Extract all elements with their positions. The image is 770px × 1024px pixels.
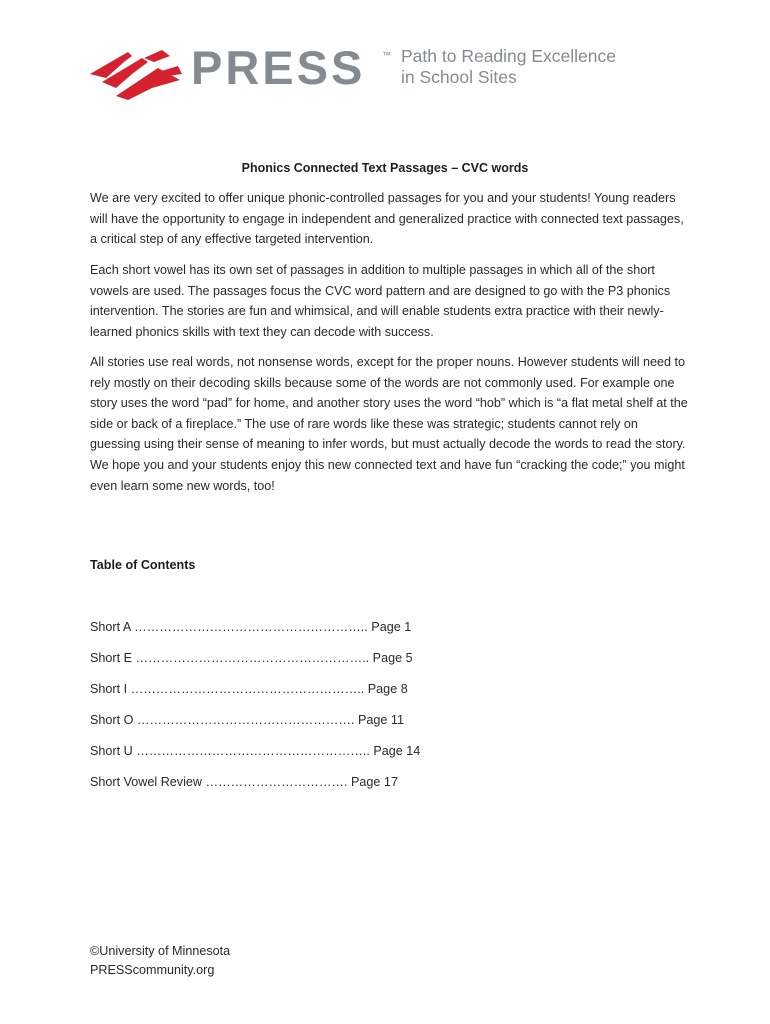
toc-item-short-vowel-review: Short Vowel Review ……………………………. Page 17 [90, 775, 398, 789]
website-text: PRESScommunity.org [90, 962, 215, 977]
toc-item-short-u: Short U ……………………………………………….. Page 14 [90, 744, 421, 758]
press-logo-header [88, 40, 688, 102]
press-birds-logo-icon [88, 44, 184, 100]
intro-paragraph: We are very excited to offer unique phonic-controlled passages for you and your students! Young readers will have the opportunity to engage in independent and generalized practice with connected text passages, a critical step of any effective targeted intervention. [90, 191, 684, 247]
toc-heading: Table of Contents [90, 558, 196, 572]
toc-item-short-o: Short O ……………………………………………. Page 11 [90, 713, 404, 727]
trademark-symbol: ™ [382, 50, 391, 60]
logo-wordmark: PRESS [191, 41, 366, 94]
toc-item-short-e: Short E ……………………………………………….. Page 5 [90, 651, 413, 665]
real-words-paragraph: All stories use real words, not nonsense words, except for the proper nouns. However students will need to rely mostly on their decoding skills because some of the words are not commonly used. For example one story uses the word “pad” for home, and another story uses the word “hob” which is “a flat metal shelf at the side or back of a fireplace.” The use of rare words like these was strategic; students cannot rely on guessing using their sense of meaning to infer words, but must actually decode the words to read the story. We hope you and your students enjoy this new connected text and have fun “cracking the code;” you might even learn some new words, too! [90, 355, 688, 493]
vowel-paragraph: Each short vowel has its own set of passages in addition to multiple passages in which all of the short vowels are used. The passages focus the CVC word pattern and are designed to go with the P3 phonics intervention. The stories are fun and whimsical, and will enable students extra practice with their newly-learned phonics skills with text they can decode with success. [90, 263, 671, 339]
tagline-line-2: in School Sites [401, 67, 517, 87]
tagline-line-1: Path to Reading Excellence [401, 46, 616, 66]
toc-item-short-a: Short A ……………………………………………….. Page 1 [90, 620, 412, 634]
document-title: Phonics Connected Text Passages – CVC words [241, 161, 529, 175]
logo-tagline [401, 46, 616, 88]
copyright-text: ©University of Minnesota [90, 944, 231, 958]
footer [90, 942, 230, 979]
toc-item-short-i: Short I ……………………………………………….. Page 8 [90, 682, 408, 696]
